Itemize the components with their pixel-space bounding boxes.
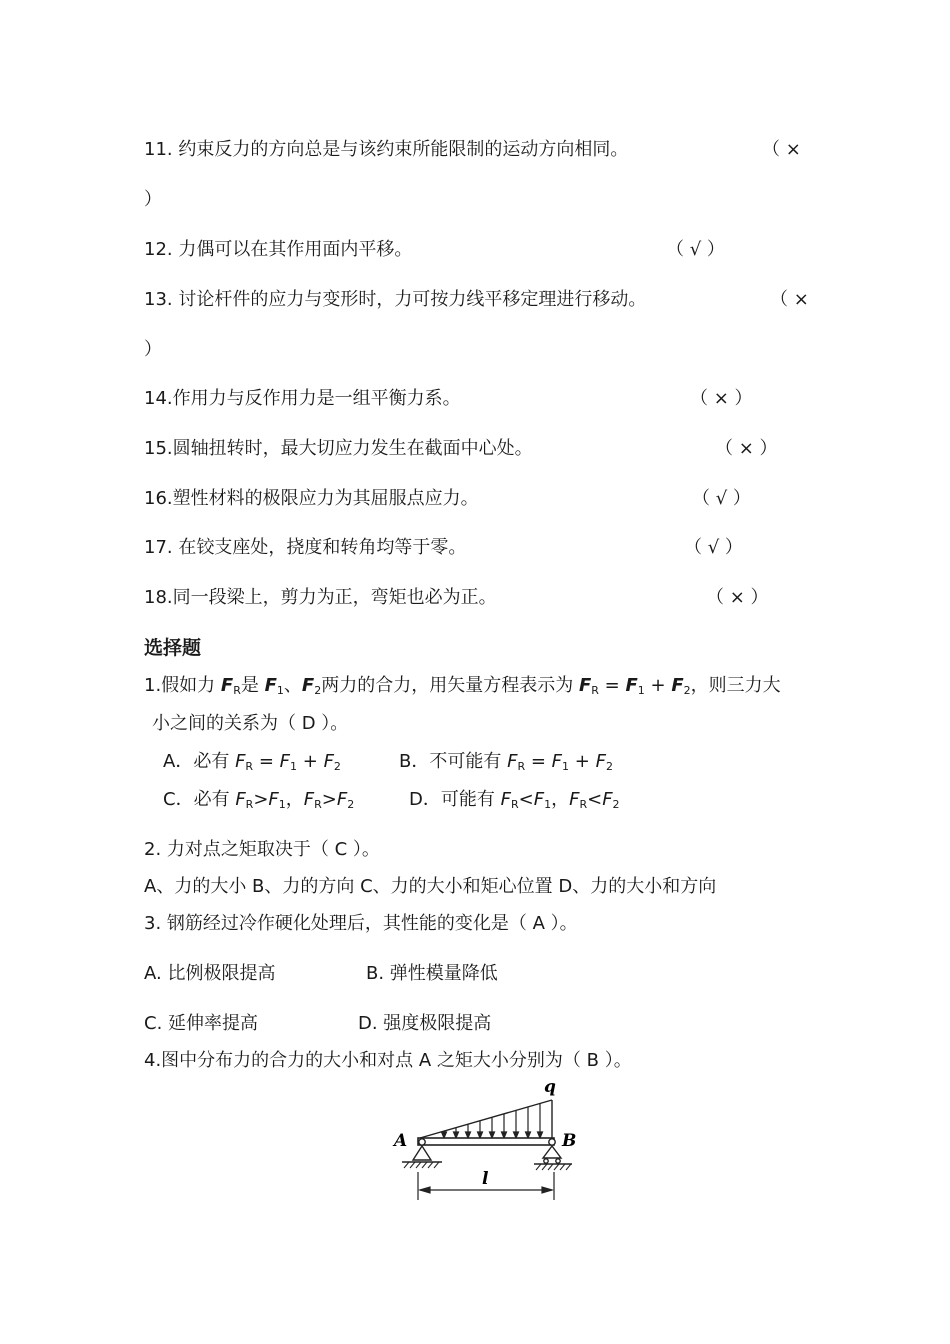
item-answer: （ × ）	[715, 438, 778, 459]
beam	[418, 1138, 554, 1145]
option-b: B. 弹性模量降低	[366, 963, 498, 984]
question-4-stem: 4.图中分布力的合力的大小和对点 A 之矩大小分别为（ B ）。	[144, 1050, 632, 1071]
option-d: D．可能有 $F_R<F_1$，$F_R<F_2$	[409, 789, 620, 811]
distributed-load	[420, 1100, 552, 1138]
item-answer-wrap: ）	[144, 189, 162, 210]
option-c: C. 延伸率提高	[144, 1013, 259, 1034]
point-b-label: B	[562, 1131, 577, 1151]
option-d: D. 强度极限提高	[358, 1013, 492, 1034]
point-a-label: A	[394, 1131, 408, 1151]
item-answer: （ ×	[770, 289, 809, 310]
item-answer: （ √ ）	[684, 537, 743, 558]
item-text: 作用力与反作用力是一组平衡力系。	[172, 388, 461, 409]
item-text: 力偶可以在其作用面内平移。	[178, 239, 413, 260]
item-number: 18.	[144, 587, 173, 608]
item-number: 16.	[144, 488, 173, 509]
item-number: 13.	[144, 289, 173, 310]
item-number: 17.	[144, 537, 173, 558]
question-3-stem: 3. 钢筋经过冷作硬化处理后，其性能的变化是（ A ）。	[144, 913, 578, 934]
item-answer: （ √ ）	[692, 488, 751, 509]
question-1-stem: 1.假如力 $F_R$是 $F_1$、$F_2$两力的合力，用矢量方程表示为 $F_R = F_1 + F_2$，则三力大	[144, 675, 781, 697]
load-label: q	[544, 1077, 556, 1097]
load-arrow-head	[466, 1132, 471, 1138]
item-answer: （ × ）	[690, 388, 753, 409]
span-label: l	[482, 1169, 489, 1189]
option-a: A．必有 $F_R = F_1 + F_2$	[163, 751, 341, 773]
option-a: A. 比例极限提高	[144, 963, 276, 984]
question-2-options: A、力的大小 B、力的方向 C、力的大小和矩心位置 D、力的大小和方向	[144, 876, 717, 897]
load-arrows	[442, 1103, 543, 1138]
load-arrow-head	[442, 1132, 447, 1138]
item-answer: （ ×	[762, 139, 801, 160]
item-answer-wrap: ）	[144, 339, 162, 360]
choice-heading: 选择题	[144, 637, 202, 659]
beam-diagram	[390, 1074, 585, 1204]
item-number: 12.	[144, 239, 173, 260]
option-b: B．不可能有 $F_R = F_1 + F_2$	[399, 751, 613, 773]
item-text: 圆轴扭转时，最大切应力发生在截面中心处。	[172, 438, 533, 459]
question-1-stem-cont: 小之间的关系为（ D ）。	[152, 713, 349, 734]
item-number: 14.	[144, 388, 173, 409]
load-arrow-head	[526, 1132, 531, 1138]
item-text: 讨论杆件的应力与变形时，力可按力线平移定理进行移动。	[178, 289, 647, 310]
load-arrow-head	[514, 1132, 519, 1138]
load-arrow-head	[454, 1132, 459, 1138]
item-text: 同一段梁上，剪力为正，弯矩也必为正。	[172, 587, 497, 608]
item-answer: （ × ）	[706, 587, 769, 608]
item-text: 在铰支座处，挠度和转角均等于零。	[178, 537, 467, 558]
item-text: 约束反力的方向总是与该约束所能限制的运动方向相同。	[178, 139, 629, 160]
load-arrow-head	[490, 1132, 495, 1138]
load-arrow-head	[502, 1132, 507, 1138]
question-2-stem: 2. 力对点之矩取决于（ C ）。	[144, 839, 380, 860]
item-answer: （ √ ）	[666, 239, 725, 260]
load-arrow-head	[538, 1132, 543, 1138]
option-c: C．必有 $F_R>F_1$，$F_R>F_2$	[163, 789, 355, 811]
item-number: 11.	[144, 139, 173, 160]
item-text: 塑性材料的极限应力为其屈服点应力。	[172, 488, 479, 509]
load-arrow-head	[478, 1132, 483, 1138]
item-number: 15.	[144, 438, 173, 459]
